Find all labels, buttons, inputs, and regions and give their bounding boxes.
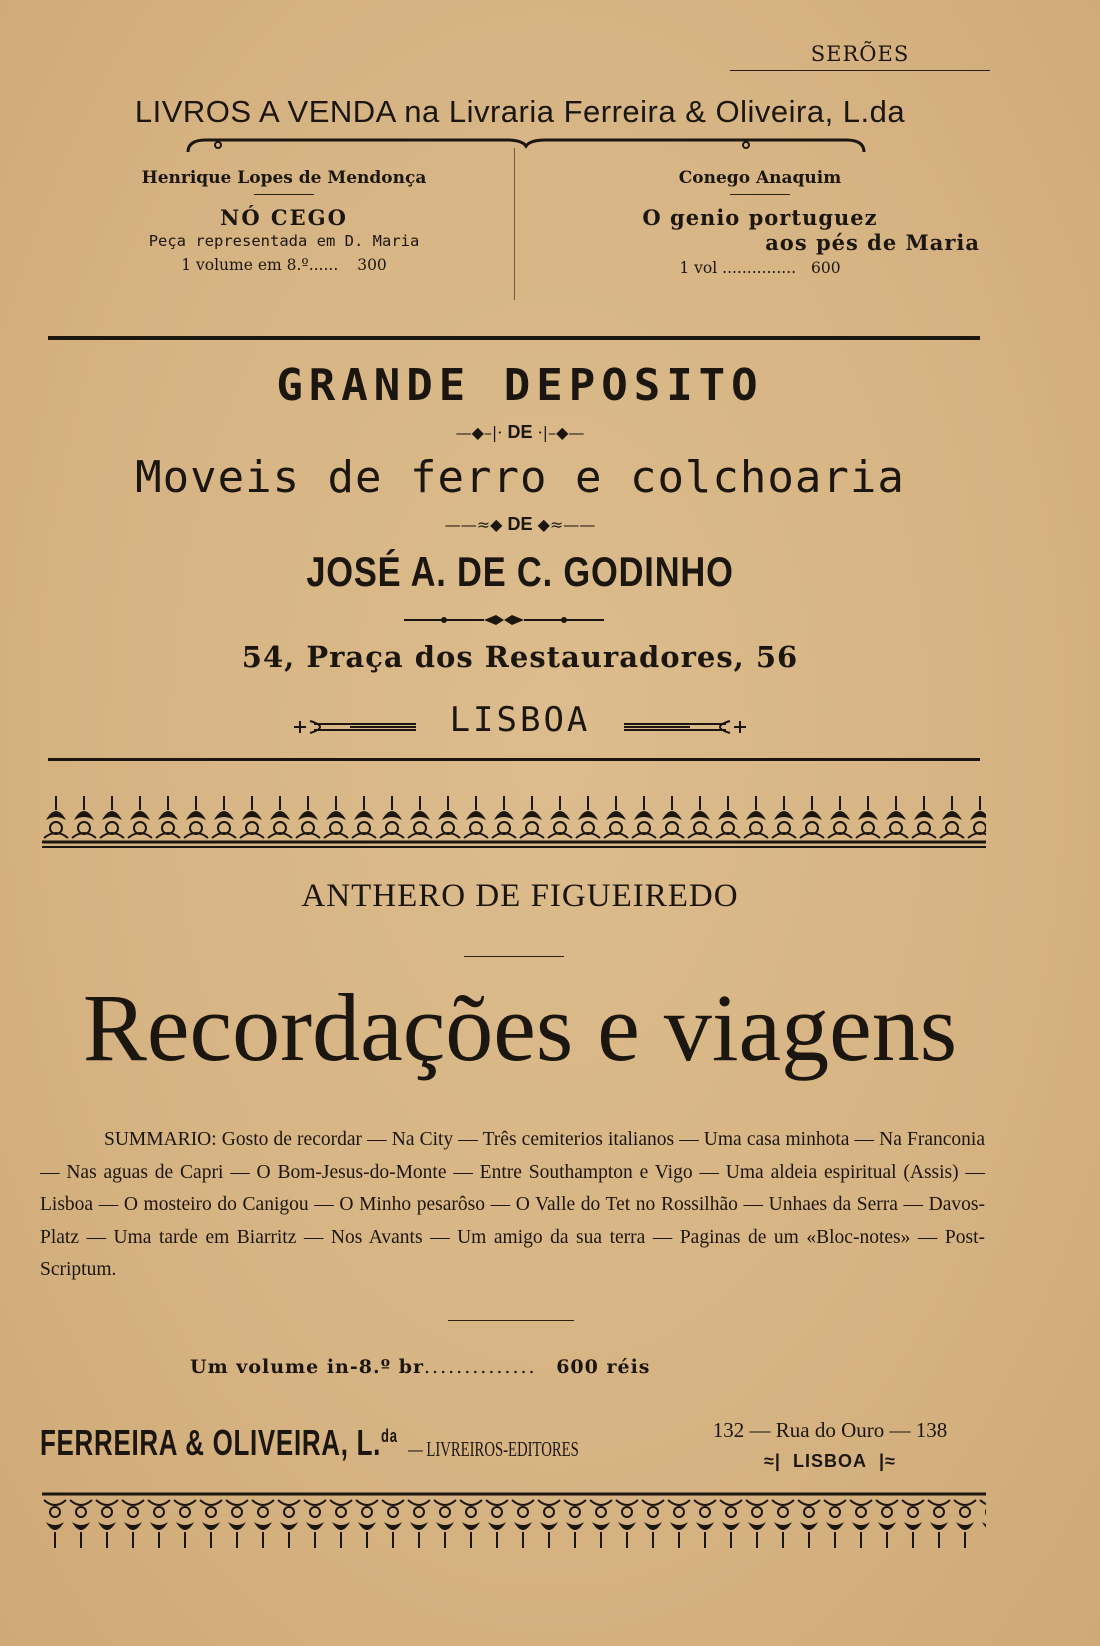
right-flourish-icon: |≈	[879, 1451, 896, 1471]
publisher-name-suffix: da	[381, 1426, 398, 1446]
book-listing-right	[540, 168, 980, 277]
book-price-line	[540, 259, 980, 277]
publisher-city: LISBOA	[792, 1451, 867, 1471]
featured-summary: SUMMARIO: Gosto de recordar — Na City — Três cemiterios italianos — Uma casa minhota — Na Franconia — Nas aguas de Capri — O Bom-Jesus-do-Monte — Entre Southampton e Vigo — Uma aldeia espiritual (Assis) — Lisboa — O mosteiro do Canigou — O Minho pesarôso — O Valle do Tet no Rossilhão — Unhaes da Serra — Davos-Platz — Uma tarde em Biarritz — Nos Avants — Um amigo da sua terra — Paginas de um «Bloc-notes» — Post-Scriptum.	[40, 1129, 985, 1280]
book-author: Henrique Lopes de Mendonça	[141, 168, 427, 188]
ornamental-border-bottom	[42, 1492, 986, 1552]
book-format: 1 volume em 8.º......	[181, 256, 339, 274]
de-ornament-1	[60, 422, 980, 443]
ornamental-border-top	[42, 794, 986, 848]
featured-title: Recordações e viagens	[82, 974, 958, 1081]
right-flourish-icon: ·|–◆—	[537, 423, 585, 442]
volume-price: 600 réis	[556, 1356, 651, 1378]
de-label: DE	[507, 422, 533, 442]
de-ornament-2	[60, 514, 980, 535]
right-flourish-icon	[620, 715, 750, 739]
book-price-line	[64, 256, 504, 274]
divider	[448, 1320, 574, 1321]
city-label: LISBOA	[449, 700, 591, 740]
publisher-name	[40, 1422, 398, 1464]
running-head: SERÕES	[810, 42, 910, 66]
left-flourish-icon: ≈|	[764, 1451, 781, 1471]
book-price: 600	[811, 259, 841, 277]
left-flourish-icon: ——≈◆	[444, 515, 508, 534]
column-divider	[514, 148, 515, 300]
book-title-line-2: aos pés de Maria	[765, 230, 980, 255]
publisher-city-line	[680, 1451, 980, 1472]
book-author: Conego Anaquim	[678, 168, 842, 188]
rule-top	[48, 336, 980, 340]
book-title: NÓ CEGO	[220, 205, 348, 230]
divider	[464, 956, 564, 957]
section-title: LIVROS A VENDA na Livraria Ferreira & Oliveira, L.da	[134, 94, 906, 129]
publisher-street: 132 — Rua do Ouro — 138	[712, 1418, 948, 1442]
left-flourish-icon: —◆–|·	[455, 423, 508, 442]
publisher-name-text: FERREIRA & OLIVEIRA, L.	[40, 1422, 382, 1463]
book-title-line-1: O genio portuguez	[642, 205, 878, 230]
deposit-title: GRANDE DEPOSITO	[276, 360, 764, 411]
lisboa-line	[60, 700, 980, 740]
product-line: Moveis de ferro e colchoaria	[135, 452, 905, 503]
divider	[254, 194, 314, 195]
running-head-rule	[730, 70, 990, 71]
de-label: DE	[507, 514, 533, 534]
flourish-divider	[404, 612, 604, 628]
proprietor-name: JOSÉ A. DE C. GODINHO	[306, 548, 734, 595]
brace-ornament	[186, 136, 866, 156]
divider	[730, 194, 790, 195]
right-flourish-icon: ◆≈——	[537, 515, 596, 534]
publisher-role: — LIVREIROS-EDITORES	[408, 1437, 579, 1461]
book-subtitle: Peça representada em D. Maria	[148, 232, 420, 250]
book-price: 300	[357, 256, 387, 274]
featured-author: ANTHERO DE FIGUEIREDO	[301, 878, 739, 914]
volume-price-line	[190, 1356, 830, 1378]
rule-bottom	[48, 758, 980, 761]
volume-label: Um volume in-8.º br	[190, 1356, 425, 1378]
left-flourish-icon	[290, 715, 420, 739]
book-listing-left	[64, 168, 504, 274]
address-line: 54, Praça dos Restauradores, 56	[241, 640, 799, 674]
book-format: 1 vol ...............	[679, 259, 797, 277]
volume-dots: ..............	[424, 1356, 537, 1378]
